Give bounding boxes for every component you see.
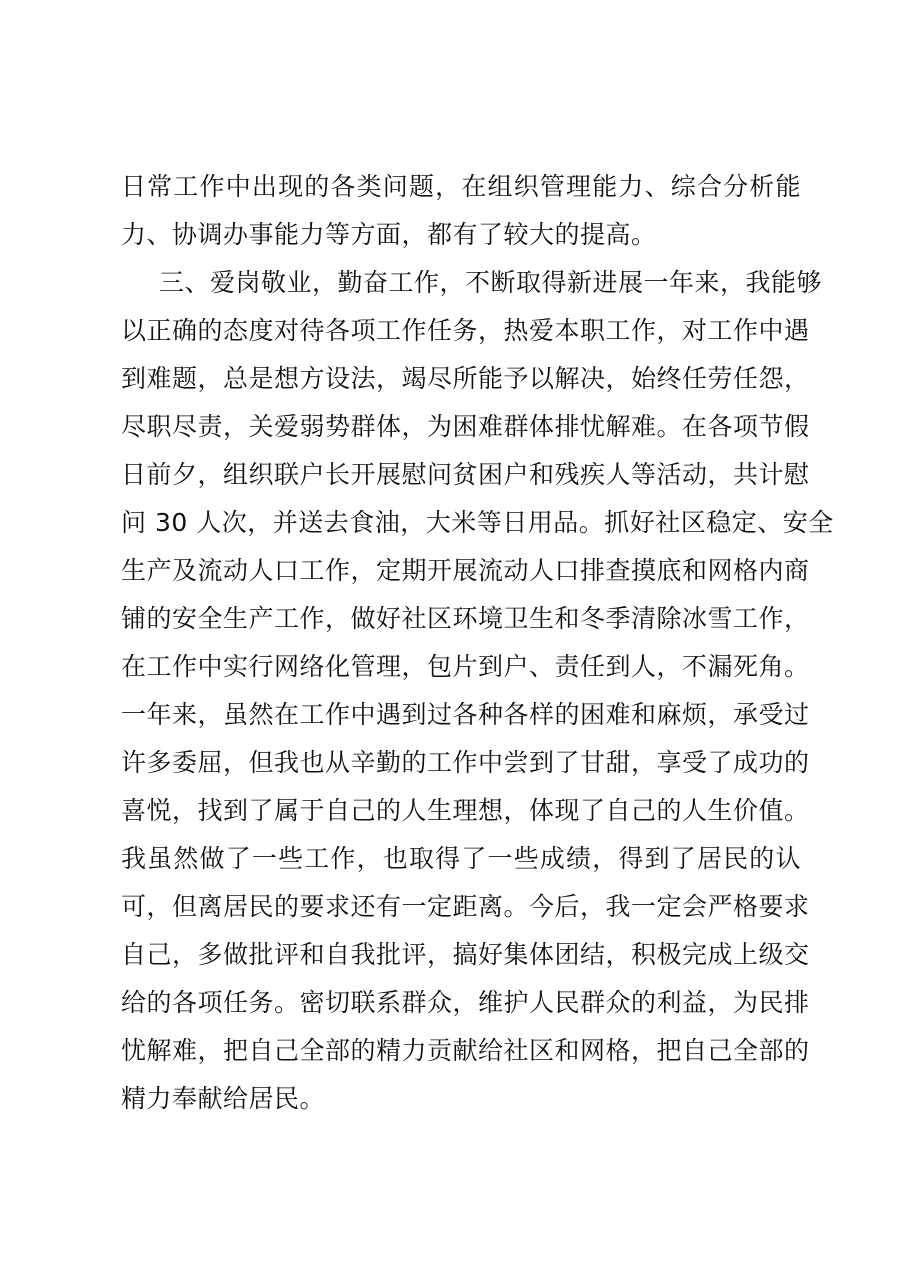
section-heading-line: 三、爱岗敬业，勤奋工作，不断取得新进展一年来，我能够 <box>159 268 823 297</box>
text-line: 问 30 人次，并送去食油，大米等日用品。抓好社区稳定、安全 <box>121 508 834 537</box>
text-line: 一年来，虽然在工作中遇到过各种各样的困难和麻烦，承受过 <box>121 700 810 729</box>
text-line: 忧解难，把自己全部的精力贡献给社区和网格，把自己全部的 <box>121 1036 810 1065</box>
text-line: 给的各项任务。密切联系群众，维护人民群众的利益，为民排 <box>121 988 810 1017</box>
text-line: 日前夕，组织联户长开展慰问贫困户和残疾人等活动，共计慰 <box>121 460 810 489</box>
text-line: 许多委屈，但我也从辛勤的工作中尝到了甘甜，享受了成功的 <box>121 748 810 777</box>
text-line: 喜悦，找到了属于自己的人生理想，体现了自己的人生价值。 <box>121 796 810 825</box>
body-text <box>121 163 834 1123</box>
text-line: 以正确的态度对待各项工作任务，热爱本职工作，对工作中遇 <box>121 316 810 345</box>
text-line: 在工作中实行网络化管理，包片到户、责任到人，不漏死角。 <box>121 652 810 681</box>
text-line: 自己，多做批评和自我批评，搞好集体团结，积极完成上级交 <box>121 940 810 969</box>
text-line: 到难题，总是想方设法，竭尽所能予以解决，始终任劳任怨， <box>121 364 810 393</box>
text-line: 生产及流动人口工作，定期开展流动人口排查摸底和网格内商 <box>121 556 810 585</box>
text-line: 铺的安全生产工作，做好社区环境卫生和冬季清除冰雪工作， <box>121 604 810 633</box>
text-line: 精力奉献给居民。 <box>121 1084 326 1113</box>
text-line: 力、协调办事能力等方面，都有了较大的提高。 <box>121 220 657 249</box>
text-line: 可，但离居民的要求还有一定距离。今后，我一定会严格要求 <box>121 892 810 921</box>
text-line: 尽职尽责，关爱弱势群体，为困难群体排忧解难。在各项节假 <box>121 412 810 441</box>
text-line: 日常工作中出现的各类问题，在组织管理能力、综合分析能 <box>121 172 801 201</box>
text-line: 我虽然做了一些工作，也取得了一些成绩，得到了居民的认 <box>121 844 801 873</box>
